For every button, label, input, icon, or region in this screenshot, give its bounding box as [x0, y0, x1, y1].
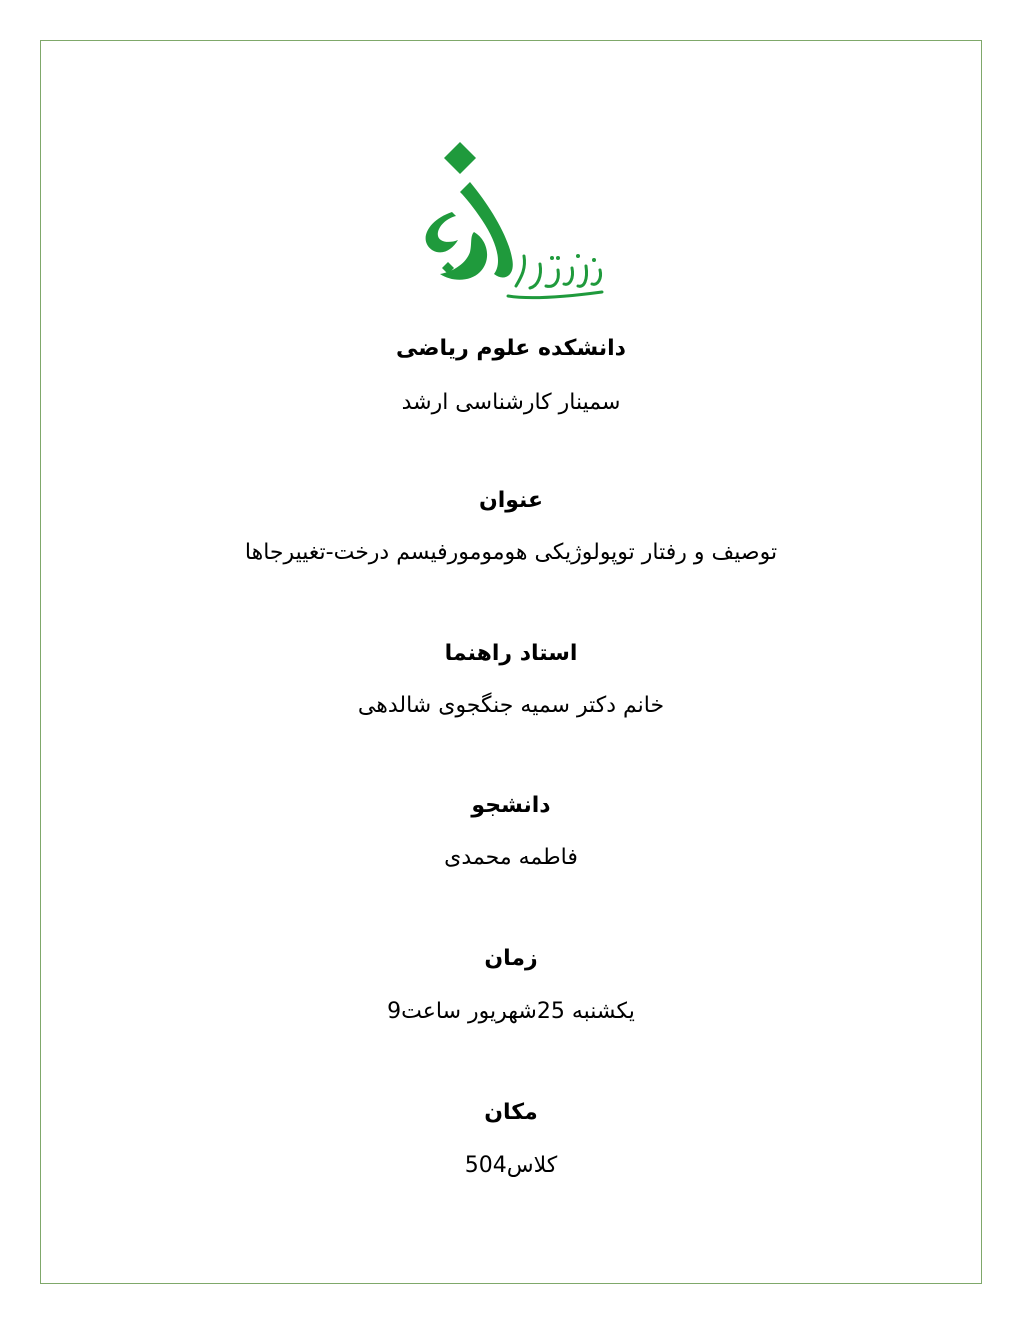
supervisor-value: خانم دکتر سمیه جنگجوی شالدهی	[357, 693, 665, 718]
title-heading: عنوان	[478, 488, 544, 513]
title-value: توصیف و رفتار توپولوژیکی هومومورفیسم درخت-تغییرجاها	[244, 540, 778, 565]
location-value: کلاس504	[464, 1153, 558, 1178]
student-value: فاطمه محمدی	[444, 845, 578, 870]
time-heading: زمان	[484, 946, 538, 971]
supervisor-heading: استاد راهنما	[444, 641, 578, 666]
program-name: سمینار کارشناسی ارشد	[401, 390, 621, 415]
location-heading: مکان	[484, 1100, 538, 1125]
faculty-name: دانشکده علوم ریاضی	[396, 336, 626, 361]
student-heading: دانشجو	[471, 793, 551, 818]
time-value: یکشنبه 25شهریور ساعت9	[387, 999, 635, 1024]
alzahra-university-logo	[412, 136, 612, 308]
